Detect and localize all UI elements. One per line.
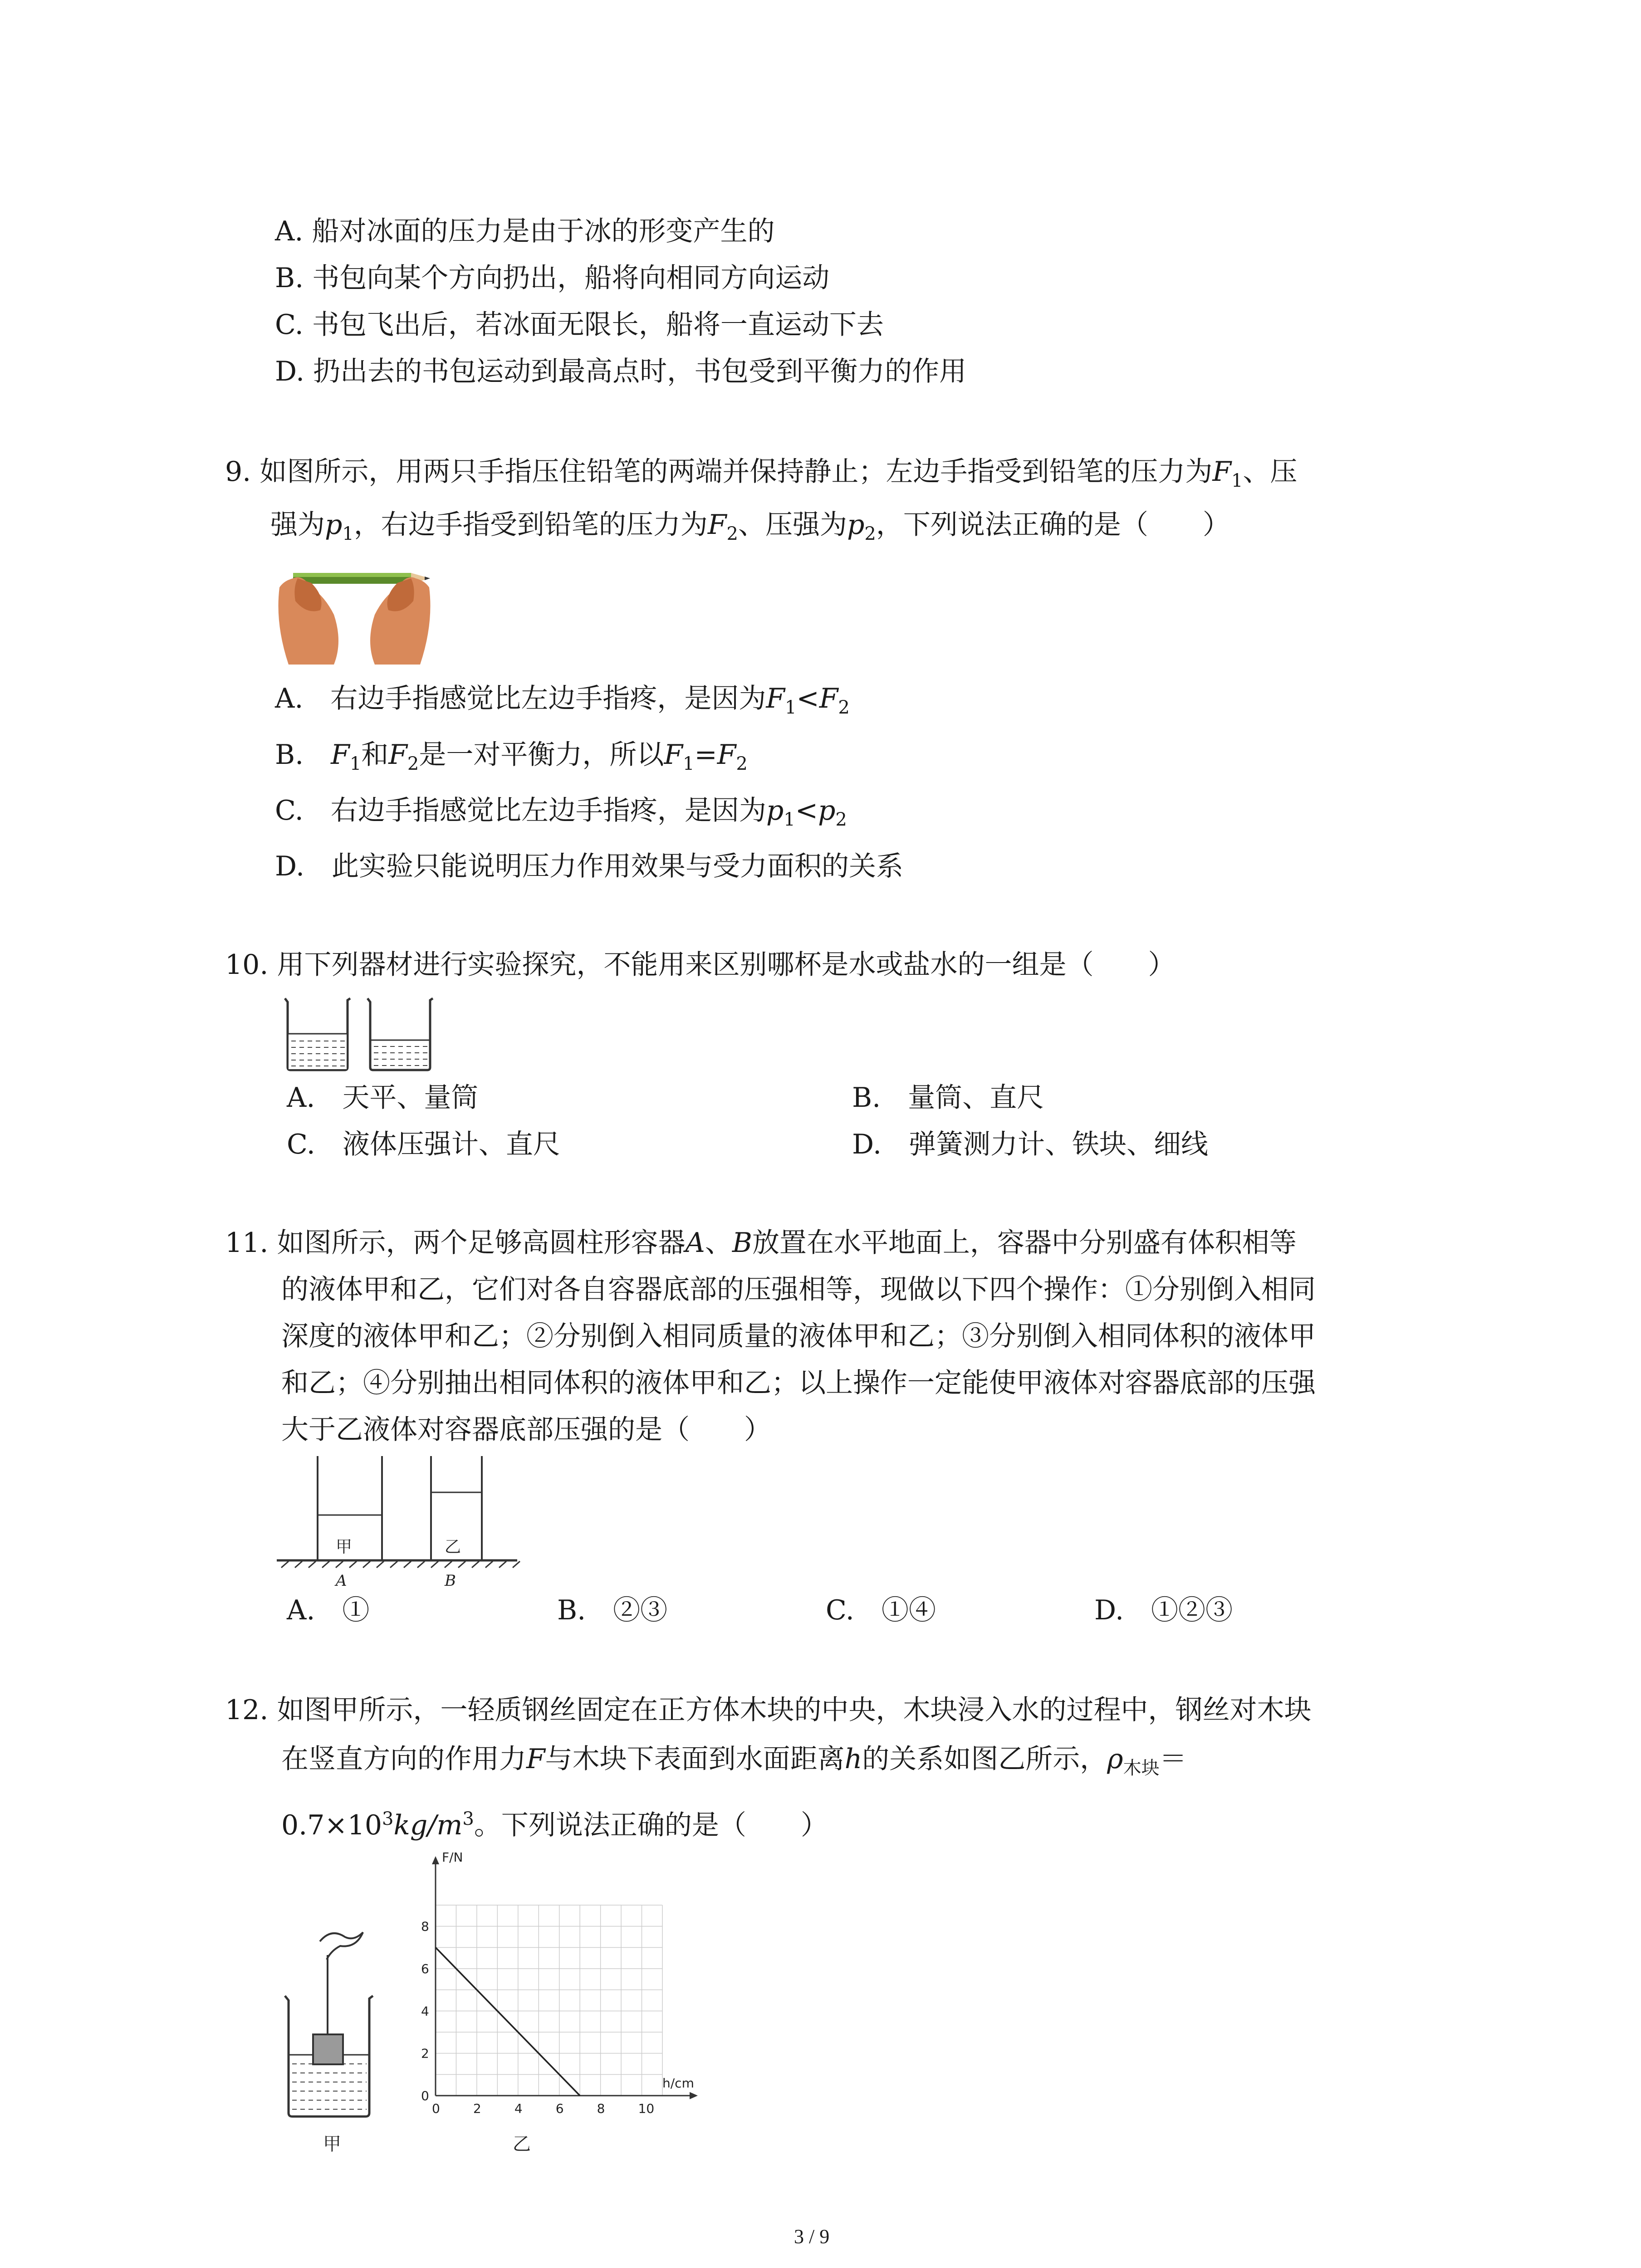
q10-option-b: B. 量筒、直尺: [852, 1082, 1044, 1114]
y-tick-label: 0: [421, 2088, 429, 2103]
math-p2: p: [847, 509, 865, 541]
q11-stem-line4: 和乙；④分别抽出相同体积的液体甲和乙；以上操作一定能使甲液体对容器底部的压强: [281, 1367, 1316, 1399]
beaker-left: [285, 998, 350, 1070]
math-rho: ρ: [1107, 1743, 1123, 1775]
y-tick-label: 6: [421, 1961, 429, 1976]
q9-text: ，右边手指受到铅笔的压力为: [353, 509, 708, 541]
math-h: h: [844, 1743, 862, 1775]
figure-yi-caption: 乙: [513, 2134, 531, 2155]
beakers-figure: [281, 996, 445, 1073]
math-F2: F: [707, 509, 727, 541]
q9-option-a-text: A. 右边手指感觉比左边手指疼，是因为: [275, 683, 766, 714]
equals: =: [694, 739, 717, 771]
q9-option-c: [275, 792, 847, 838]
q10-option-a: A. 天平、量筒: [287, 1082, 479, 1114]
math-F2: F: [819, 683, 838, 714]
q10-option-d: D. 弹簧测力计、铁块、细线: [852, 1129, 1209, 1160]
q11-stem-line3: 深度的液体甲和乙；②分别倒入相同质量的液体甲和乙；③分别倒入相同体积的液体甲: [281, 1320, 1316, 1352]
subscript: 2: [838, 697, 850, 718]
q12-stem-line3: [281, 1801, 828, 1843]
q11-option-d: D. ①②③: [1094, 1594, 1233, 1626]
subscript: 1: [1231, 470, 1243, 491]
q8-option-a: A. 船对冰面的压力是由于冰的形变产生的: [275, 215, 775, 247]
page-number: 3 / 9: [794, 2225, 830, 2248]
liquid-jia-label: 甲: [336, 1538, 353, 1556]
container-b-label: B: [445, 1572, 456, 1590]
math-p2: p: [818, 795, 836, 826]
q11-text: 11. 如图所示，两个足够高圆柱形容器: [225, 1227, 686, 1259]
subscript: 1: [784, 809, 795, 830]
ground-hatching: [281, 1561, 520, 1568]
y-tick-label: 8: [421, 1919, 429, 1934]
x-tick-label: 0: [432, 2101, 440, 2116]
q8-option-b: B. 书包向某个方向扔出，船将向相同方向运动: [275, 262, 830, 294]
math-F1: F: [664, 739, 683, 771]
q9-text: 9. 如图所示，用两只手指压住铅笔的两端并保持静止；左边手指受到铅笔的压力为: [225, 456, 1213, 488]
q9-text: ，下列说法正确的是（ ）: [876, 509, 1230, 541]
x-axis-arrow: [690, 2092, 698, 2099]
container-a-label: A: [336, 1572, 347, 1590]
q9-option-d: D. 此实验只能说明压力作用效果与受力面积的关系: [275, 850, 904, 882]
y-tick-label: 4: [421, 2004, 429, 2019]
y-axis-label: F/N: [442, 1850, 463, 1865]
wooden-block: [313, 2034, 343, 2064]
q9-text: 是一对平衡力，所以: [419, 739, 664, 771]
subscript: 木块: [1123, 1758, 1160, 1779]
q12-text: 在竖直方向的作用力: [281, 1743, 526, 1775]
math-p1: p: [766, 795, 784, 826]
q10-stem: 10. 用下列器材进行实验探究，不能用来区别哪杯是水或盐水的一组是（ ）: [225, 949, 1176, 981]
x-tick-label: 6: [555, 2101, 564, 2116]
chart-grid: [436, 1905, 662, 2096]
q9-option-b-label: B.: [275, 739, 331, 771]
q9-option-c-text: C. 右边手指感觉比左边手指疼，是因为: [275, 795, 766, 826]
q9-option-a: [275, 680, 850, 726]
x-tick-label: 2: [473, 2101, 481, 2116]
superscript: 3: [462, 1809, 474, 1829]
pencil-highlight: [293, 573, 411, 577]
subscript: 2: [726, 523, 738, 544]
q10-option-c: C. 液体压强计、直尺: [287, 1129, 560, 1160]
subscript: 2: [835, 809, 847, 830]
subscript: 1: [349, 753, 362, 774]
q12-stem-line2: [281, 1741, 1187, 1786]
q9-text: 、压: [1243, 456, 1298, 488]
hand-sketch: [320, 1932, 363, 1960]
math-F1: F: [331, 739, 350, 771]
q12-stem-line1: 12. 如图甲所示，一轻质钢丝固定在正方体木块的中央，木块浸入水的过程中，钢丝对木块: [225, 1694, 1312, 1726]
q12-text: 。下列说法正确的是（ ）: [474, 1809, 828, 1841]
water-hatching: [292, 2064, 367, 2109]
q8-option-c: C. 书包飞出后，若冰面无限长，船将一直运动下去: [275, 309, 884, 341]
q12-text: 0.7×10: [281, 1809, 382, 1841]
y-tick-labels: [421, 1919, 429, 2103]
containers-figure: [277, 1456, 522, 1592]
math-F: F: [526, 1743, 545, 1775]
container-B-label: B: [732, 1227, 752, 1259]
subscript: 1: [683, 753, 695, 774]
superscript: 3: [382, 1809, 394, 1829]
pencil-fingers-figure: [270, 560, 438, 669]
subscript: 2: [736, 753, 748, 774]
q9-text: 、压强为: [738, 509, 847, 541]
math-p1: p: [325, 509, 343, 541]
q11-option-c: C. ①④: [826, 1594, 936, 1626]
subscript: 1: [342, 523, 354, 544]
pencil-lead: [425, 577, 430, 580]
math-F1: F: [1212, 456, 1231, 488]
q9-option-b: [275, 737, 748, 782]
y-axis-arrow: [432, 1856, 439, 1864]
separator: 、: [705, 1227, 732, 1259]
x-tick-label: 8: [597, 2101, 605, 2116]
q11-option-a: A. ①: [287, 1594, 370, 1626]
equals: ＝: [1159, 1743, 1187, 1775]
math-F2: F: [388, 739, 407, 771]
chart-series: [436, 1947, 580, 2096]
x-axis-label: h/cm: [662, 2076, 694, 2091]
less-than: <: [795, 795, 818, 826]
math-F2: F: [717, 739, 736, 771]
q9-text: 强为: [270, 509, 325, 541]
series-line: [436, 1947, 580, 2096]
q11-text: 放置在水平地面上，容器中分别盛有体积相等: [752, 1227, 1297, 1259]
subscript: 1: [785, 697, 797, 718]
math-F1: F: [766, 683, 785, 714]
less-than: <: [796, 683, 819, 714]
q9-stem-line1: [225, 454, 1297, 499]
q11-option-b: B. ②③: [557, 1594, 668, 1626]
block-in-water-figure: [277, 1923, 390, 2159]
q11-stem-line1: [225, 1225, 1297, 1261]
container-A-label: A: [685, 1227, 705, 1259]
q11-stem-line5: 大于乙液体对容器底部压强的是（ ）: [281, 1414, 771, 1446]
x-tick-label: 4: [514, 2101, 523, 2116]
q12-text: 的关系如图乙所示，: [862, 1743, 1107, 1775]
liquid-yi-label: 乙: [445, 1538, 461, 1556]
q9-text: 和: [361, 739, 389, 771]
y-tick-label: 2: [421, 2046, 429, 2061]
q11-stem-line2: 的液体甲和乙，它们对各自容器底部的压强相等，现做以下四个操作：①分别倒入相同: [281, 1274, 1316, 1305]
beaker-right: [367, 998, 433, 1070]
x-tick-label: 10: [638, 2101, 655, 2116]
q8-option-d: D. 扔出去的书包运动到最高点时，书包受到平衡力的作用: [275, 356, 967, 387]
math-unit: kg/m: [393, 1809, 463, 1841]
x-tick-labels: [432, 2101, 654, 2116]
f-h-chart: [399, 1842, 753, 2159]
q9-stem-line2: [270, 507, 1230, 552]
subscript: 2: [407, 753, 419, 774]
q12-text: 与木块下表面到水面距离: [545, 1743, 845, 1775]
figure-jia-caption: 甲: [323, 2134, 341, 2155]
subscript: 2: [864, 523, 876, 544]
